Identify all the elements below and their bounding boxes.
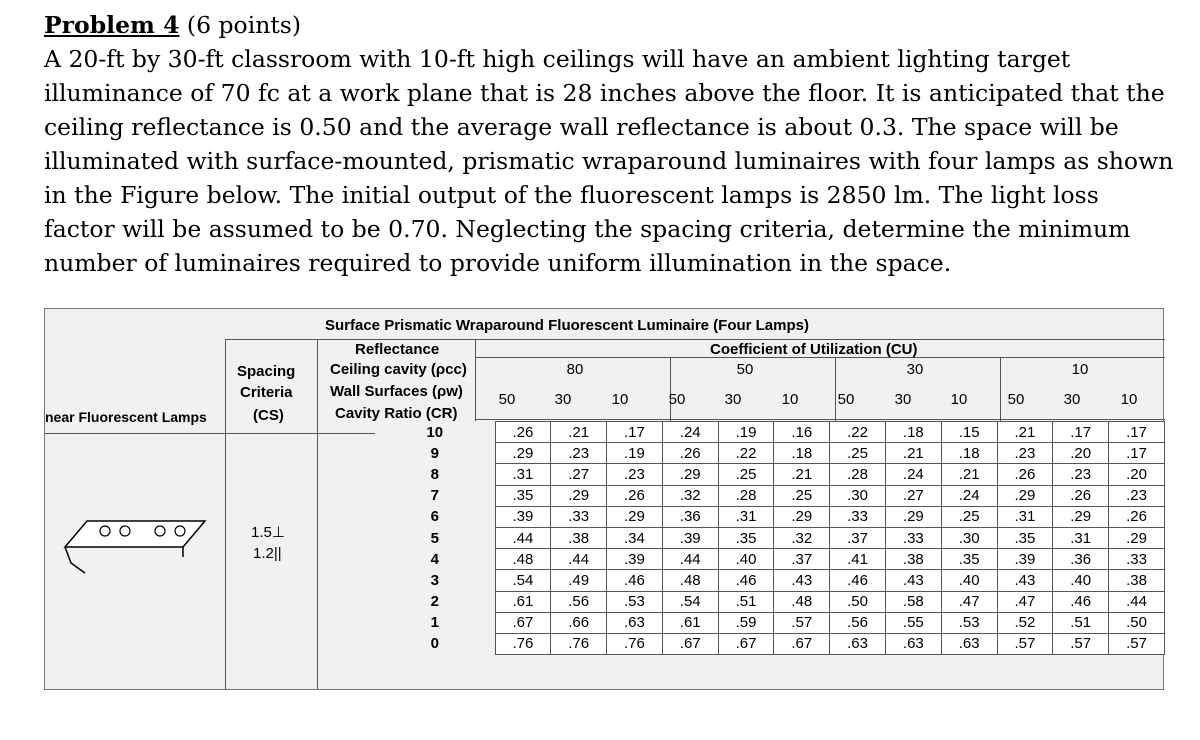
cu-value-cell: .24 (885, 464, 941, 485)
divider (475, 419, 1165, 420)
table-row (375, 527, 1165, 548)
cu-value-cell: .37 (774, 549, 830, 570)
cu-value-cell: .21 (551, 422, 607, 443)
table-row (375, 464, 1165, 485)
cu-value-cell: .50 (1109, 612, 1165, 633)
cu-value-cell: .29 (1053, 506, 1109, 527)
wall-value: 50 (668, 391, 686, 408)
wall-value: 50 (1007, 391, 1025, 408)
table-row (375, 485, 1165, 506)
cavity-ratio-cell: 2 (430, 593, 439, 611)
cu-value-cell: .47 (997, 591, 1053, 612)
cu-value-cell: .35 (941, 549, 997, 570)
wall-value: 30 (554, 391, 572, 408)
cu-value-cell: .26 (607, 485, 663, 506)
cu-value-cell: .63 (830, 633, 886, 654)
cu-value-cell: .55 (885, 612, 941, 633)
cu-value-cell: .47 (941, 591, 997, 612)
divider (225, 339, 1165, 340)
cu-value-cell: .51 (1053, 612, 1109, 633)
cu-value-cell: .40 (941, 570, 997, 591)
divider (835, 357, 836, 421)
figure-title: Surface Prismatic Wraparound Fluorescent Luminaire (Four Lamps) (325, 317, 809, 334)
cu-value-cell: .30 (830, 485, 886, 506)
wall-surfaces-label: Wall Surfaces (ρw) (330, 383, 463, 400)
cu-value-cell: .48 (774, 591, 830, 612)
cu-value-cell: .29 (551, 485, 607, 506)
spacing-value-perpendicular: 1.5⊥ (251, 524, 285, 541)
cavity-ratio-cell: 1 (430, 614, 439, 632)
cavity-ratio-cell: 7 (430, 487, 439, 505)
cu-value-cell: .44 (1109, 591, 1165, 612)
wall-value: 30 (1063, 391, 1081, 408)
cu-value-cell: .67 (774, 633, 830, 654)
cu-value-cell: .20 (1109, 464, 1165, 485)
divider (670, 357, 671, 421)
problem-heading: Problem 4 (44, 11, 180, 39)
cu-value-cell: .26 (662, 443, 718, 464)
spacing-label: Spacing (237, 363, 296, 380)
wall-value: 30 (894, 391, 912, 408)
cu-value-cell: .48 (495, 549, 551, 570)
cu-value-cell: .36 (1053, 549, 1109, 570)
cu-value-cell: .57 (1109, 633, 1165, 654)
cu-value-cell: .19 (607, 443, 663, 464)
cavity-ratio-cell: 3 (430, 571, 439, 589)
cu-value-cell: .32 (662, 485, 718, 506)
cu-value-cell: .31 (997, 506, 1053, 527)
divider (475, 339, 476, 421)
table-row (375, 633, 1165, 654)
cu-value-cell: .17 (1053, 422, 1109, 443)
cavity-ratio-label: Cavity Ratio (CR) (335, 405, 458, 422)
cu-value-cell: .18 (885, 422, 941, 443)
cu-value-cell: .50 (830, 591, 886, 612)
problem-body: A 20-ft by 30-ft classroom with 10-ft high ceilings will have an ambient lighting target illuminance of 70 fc at a work plane that is 28 inches above the floor. It is anticipated that the ceiling reflectance is 0.50 and the average wall reflectance is about 0.3. The space will be illuminated with surface-mounted, prismatic wraparound luminaires with four lamps as shown in the Figure below. The initial output of the fluorescent lamps is 2850 lm. The light loss factor will be assumed to be 0.70. Neglecting the spacing criteria, determine the minimum number of luminaires required to provide uniform illumination in the space. (44, 45, 1174, 277)
cu-value-cell: .25 (830, 443, 886, 464)
cu-value-cell: .33 (885, 527, 941, 548)
ceiling-value: 80 (566, 361, 584, 378)
wall-value: 10 (1120, 391, 1138, 408)
cu-value-cell: .25 (774, 485, 830, 506)
criteria-label: Criteria (240, 384, 293, 401)
cu-value-cell: .56 (551, 591, 607, 612)
table-row (375, 612, 1165, 633)
cu-value-cell: .35 (495, 485, 551, 506)
cu-value-cell: .59 (718, 612, 774, 633)
ceiling-cavity-label: Ceiling cavity (ρcc) (330, 361, 467, 378)
cu-value-cell: .15 (941, 422, 997, 443)
cs-label: (CS) (253, 407, 284, 424)
cu-value-cell: .17 (1109, 422, 1165, 443)
cu-value-cell: .17 (607, 422, 663, 443)
cu-value-cell: .46 (830, 570, 886, 591)
cu-value-cell: .57 (997, 633, 1053, 654)
cu-value-cell: .31 (1053, 527, 1109, 548)
cu-value-cell: .41 (830, 549, 886, 570)
cu-value-cell: .26 (495, 422, 551, 443)
cu-value-cell: .46 (607, 570, 663, 591)
luminaire-sketch (55, 507, 215, 587)
cu-value-cell: .29 (774, 506, 830, 527)
wall-value: 10 (950, 391, 968, 408)
cu-value-cell: .39 (662, 527, 718, 548)
cu-value-cell: .54 (495, 570, 551, 591)
cu-value-cell: .58 (885, 591, 941, 612)
cu-value-cell: .21 (774, 464, 830, 485)
ceiling-value: 30 (906, 361, 924, 378)
cu-value-cell: .53 (941, 612, 997, 633)
cavity-ratio-cell: 10 (426, 423, 444, 441)
cu-value-cell: .38 (1109, 570, 1165, 591)
cu-value-cell: .38 (885, 549, 941, 570)
cu-value-cell: .39 (495, 506, 551, 527)
cu-value-cell: .44 (662, 549, 718, 570)
cu-value-cell: .27 (885, 485, 941, 506)
cu-value-cell: .54 (662, 591, 718, 612)
cu-value-cell: .18 (941, 443, 997, 464)
cu-value-cell: .56 (830, 612, 886, 633)
problem-heading-line (44, 8, 1174, 42)
cu-value-cell: .67 (495, 612, 551, 633)
cu-value-cell: .46 (1053, 591, 1109, 612)
cu-value-cell: .19 (718, 422, 774, 443)
cu-value-cell: .22 (718, 443, 774, 464)
cu-value-cell: .44 (551, 549, 607, 570)
cu-value-cell: .51 (718, 591, 774, 612)
reflectance-label: Reflectance (355, 341, 440, 358)
cu-value-cell: .46 (718, 570, 774, 591)
cu-value-cell: .66 (551, 612, 607, 633)
cu-value-cell: .39 (607, 549, 663, 570)
cu-value-cell: .61 (662, 612, 718, 633)
cu-value-cell: .28 (718, 485, 774, 506)
cu-value-cell: .29 (495, 443, 551, 464)
cu-value-cell: .23 (997, 443, 1053, 464)
cu-value-cell: .29 (607, 506, 663, 527)
cu-value-cell: .29 (662, 464, 718, 485)
cu-value-cell: .23 (1109, 485, 1165, 506)
cavity-ratio-cell: 8 (430, 465, 439, 483)
cavity-ratio-cell: 6 (430, 508, 439, 526)
cu-value-cell: .43 (997, 570, 1053, 591)
table-row (375, 443, 1165, 464)
cu-table (375, 421, 1165, 655)
cavity-ratio-cell: 4 (430, 550, 439, 568)
cu-value-cell: .21 (997, 422, 1053, 443)
ceiling-value: 50 (736, 361, 754, 378)
cu-value-cell: .43 (774, 570, 830, 591)
cu-value-cell: .44 (495, 527, 551, 548)
cu-value-cell: .23 (607, 464, 663, 485)
cu-value-cell: .24 (662, 422, 718, 443)
cu-value-cell: .23 (551, 443, 607, 464)
cu-table-figure (44, 308, 1164, 690)
cu-value-cell: .57 (1053, 633, 1109, 654)
cu-value-cell: .52 (997, 612, 1053, 633)
cu-value-cell: .63 (607, 612, 663, 633)
problem-points: (6 points) (186, 11, 302, 39)
cu-value-cell: .53 (607, 591, 663, 612)
cu-value-cell: .34 (607, 527, 663, 548)
cu-value-cell: .40 (718, 549, 774, 570)
cu-value-cell: .35 (718, 527, 774, 548)
cu-value-cell: .18 (774, 443, 830, 464)
cu-value-cell: .76 (607, 633, 663, 654)
cu-value-cell: .33 (551, 506, 607, 527)
cu-value-cell: .23 (1053, 464, 1109, 485)
cu-value-cell: .24 (941, 485, 997, 506)
cavity-ratio-cell: 5 (430, 529, 439, 547)
table-row (375, 591, 1165, 612)
divider (225, 339, 226, 689)
wall-value: 50 (837, 391, 855, 408)
cu-value-cell: .67 (718, 633, 774, 654)
problem-statement (44, 8, 1174, 280)
cu-value-cell: .76 (551, 633, 607, 654)
cu-value-cell: .76 (495, 633, 551, 654)
divider (45, 433, 375, 434)
cu-value-cell: .63 (941, 633, 997, 654)
cu-value-cell: .17 (1109, 443, 1165, 464)
divider (1000, 357, 1001, 421)
cu-value-cell: .21 (941, 464, 997, 485)
cu-value-cell: .25 (941, 506, 997, 527)
cu-value-cell: .40 (1053, 570, 1109, 591)
ceiling-value: 10 (1071, 361, 1089, 378)
cu-value-cell: .32 (774, 527, 830, 548)
cu-value-cell: .29 (1109, 527, 1165, 548)
table-row (375, 549, 1165, 570)
cu-value-cell: .30 (941, 527, 997, 548)
cu-label: Coefficient of Utilization (CU) (710, 341, 918, 358)
cu-value-cell: .61 (495, 591, 551, 612)
cu-value-cell: .20 (1053, 443, 1109, 464)
cu-value-cell: .38 (551, 527, 607, 548)
cavity-ratio-cell: 9 (430, 444, 439, 462)
table-row (375, 506, 1165, 527)
cavity-ratio-cell: 0 (430, 635, 439, 653)
cu-value-cell: .48 (662, 570, 718, 591)
wall-value: 10 (781, 391, 799, 408)
cu-value-cell: .26 (1109, 506, 1165, 527)
cu-value-cell: .29 (997, 485, 1053, 506)
cu-value-cell: .33 (1109, 549, 1165, 570)
cu-value-cell: .29 (885, 506, 941, 527)
cu-value-cell: .33 (830, 506, 886, 527)
cu-value-cell: .39 (997, 549, 1053, 570)
wall-value: 30 (724, 391, 742, 408)
table-row (375, 422, 1165, 443)
cu-value-cell: .21 (885, 443, 941, 464)
cu-value-cell: .28 (830, 464, 886, 485)
cu-value-cell: .63 (885, 633, 941, 654)
table-row (375, 570, 1165, 591)
cu-value-cell: .43 (885, 570, 941, 591)
cu-value-cell: .37 (830, 527, 886, 548)
cu-value-cell: .26 (997, 464, 1053, 485)
cu-value-cell: .31 (718, 506, 774, 527)
cu-value-cell: .57 (774, 612, 830, 633)
cu-value-cell: .31 (495, 464, 551, 485)
cu-value-cell: .16 (774, 422, 830, 443)
cu-value-cell: .26 (1053, 485, 1109, 506)
cu-value-cell: .49 (551, 570, 607, 591)
cu-value-cell: .36 (662, 506, 718, 527)
divider (317, 339, 318, 689)
lamps-label: near Fluorescent Lamps (45, 409, 207, 425)
wall-value: 50 (498, 391, 516, 408)
cu-value-cell: .35 (997, 527, 1053, 548)
spacing-value-parallel: 1.2|| (253, 545, 282, 562)
wall-value: 10 (611, 391, 629, 408)
cu-value-cell: .25 (718, 464, 774, 485)
cu-value-cell: .22 (830, 422, 886, 443)
cu-value-cell: .67 (662, 633, 718, 654)
cu-value-cell: .27 (551, 464, 607, 485)
